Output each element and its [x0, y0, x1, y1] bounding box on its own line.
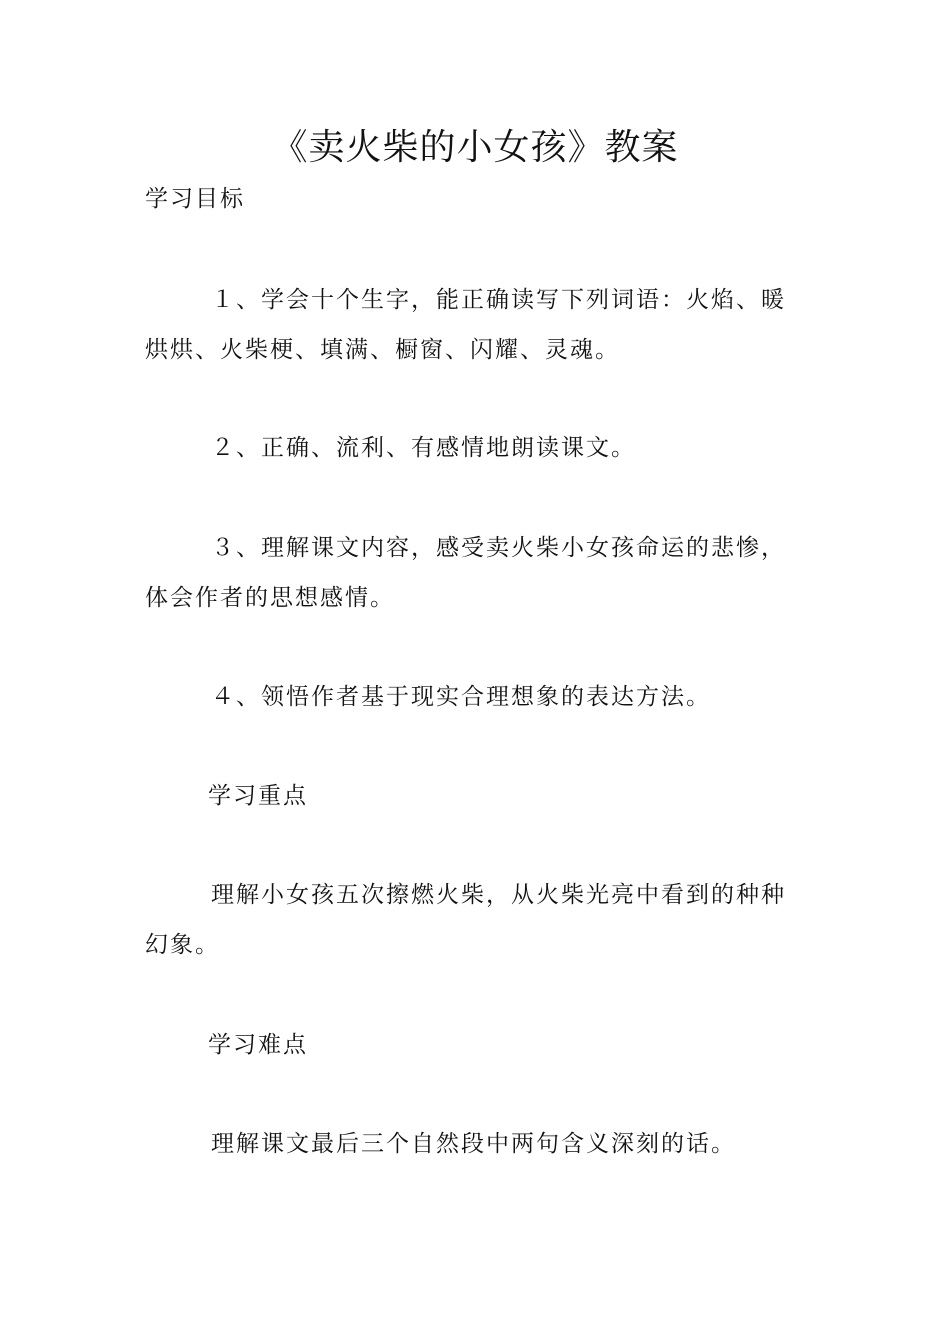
objective-item-1: １、学会十个生字，能正确读写下列词语：火焰、暖烘烘、火柴梗、填满、橱窗、闪耀、灵魂。: [145, 287, 786, 363]
difficulties-text: 理解课文最后三个自然段中两句含义深刻的话。: [211, 1131, 736, 1157]
key-points-text: 理解小女孩五次擦燃火柴，从火柴光亮中看到的种种幻象。: [145, 882, 786, 958]
objectives-heading: 学习目标: [145, 186, 245, 212]
objective-item-4: ４、领悟作者基于现实合理想象的表达方法。: [211, 684, 711, 710]
difficulties-heading: 学习难点: [208, 1032, 308, 1058]
key-points-heading: 学习重点: [208, 783, 308, 809]
objective-item-3: ３、理解课文内容，感受卖火柴小女孩命运的悲惨，体会作者的思想感情。: [145, 535, 786, 611]
document-title: 《卖火柴的小女孩》教案: [271, 127, 679, 168]
objective-item-2: ２、正确、流利、有感情地朗读课文。: [211, 435, 636, 461]
